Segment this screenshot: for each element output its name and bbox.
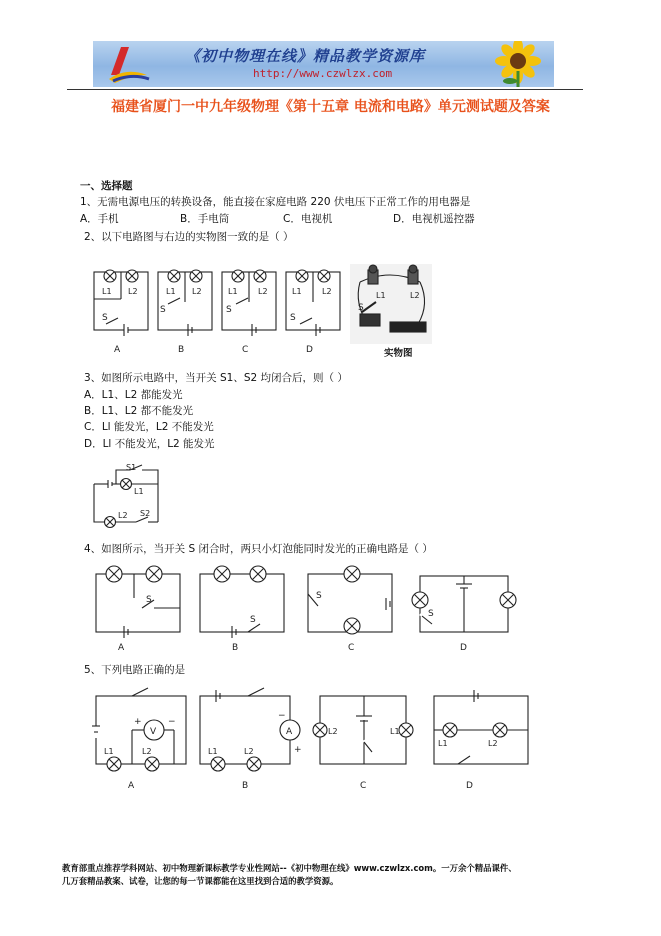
q2c-l1-label: L1 [228,287,238,296]
q4-label-a: A [118,643,125,653]
q5-figure [92,682,532,794]
q4-label-d: D [460,643,467,653]
q3-option-d: D．Ll 不能发光，L2 能发光 [84,438,215,450]
q3-s2-label: S2 [140,509,151,518]
q1-stem: 1、无需电源电压的转换设备，能直接在家庭电路 220 伏电压下正常工作的用电器是 [80,196,471,208]
q3-figure [90,462,170,528]
q2c-s-label: S [226,305,232,315]
q1-option-a: A．手机 [80,213,119,225]
q5a-plus: + [134,717,142,727]
q2-photo-l1-label: L1 [376,291,386,300]
q2-label-a: A [114,345,121,355]
q4-label-b: B [232,643,239,653]
q4a-s-label: S [146,595,152,605]
q2-stem: 2、以下电路图与右边的实物图一致的是（ ） [84,231,294,243]
q5-label-d: D [466,781,473,791]
q5-circuit-b [200,688,302,791]
sunflower-icon [478,41,550,87]
q4-circuit-c [308,566,392,653]
q5-circuit-d [434,690,528,791]
q4-circuit-b [200,566,284,653]
q3-s1-label: S1 [126,463,137,472]
q3-option-c: C．Ll 能发光，L2 不能发光 [84,421,214,433]
q5-label-c: C [360,781,367,791]
site-logo-icon [101,45,151,83]
footer-line-1: 教育部重点推荐学科网站、初中物理新课标教学专业性网站--《初中物理在线》www.czwlzx.com。一万余个精品课件、 [62,863,517,873]
q2-photo-caption: 实物图 [384,348,413,359]
q2c-l2-label: L2 [258,287,268,296]
q5b-plus: + [294,745,302,755]
q5a-minus: − [168,717,176,727]
q4-stem: 4、如图所示，当开关 S 闭合时，两只小灯泡能同时发光的正确电路是（ ） [84,543,433,555]
q5d-l2-label: L2 [488,739,498,748]
q5b-l2-label: L2 [244,747,254,756]
q5c-l2-label: L2 [328,727,338,736]
q5-circuit-c [313,696,413,791]
footer-line-2: 几万套精品教案、试卷，让您的每一节课都能在这里找到合适的教学资源。 [62,876,339,886]
q2-physical-photo [350,264,432,344]
q2a-l1-label: L1 [102,287,112,296]
q2b-l1-label: L1 [166,287,176,296]
q1-option-c: C．电视机 [283,213,333,225]
q4-label-c: C [348,643,355,653]
q1-option-d: D．电视机遥控器 [393,213,475,225]
q2-label-c: C [242,345,249,355]
q5a-voltmeter-label: V [150,727,157,737]
q3-l1-label: L1 [134,487,144,496]
document-title: 福建省厦门一中九年级物理《第十五章 电流和电路》单元测试题及答案 [111,99,550,115]
q2-label-d: D [306,345,313,355]
q2b-l2-label: L2 [192,287,202,296]
q5-label-a: A [128,781,135,791]
q5-stem: 5、下列电路正确的是 [84,664,186,676]
q2d-l2-label: L2 [322,287,332,296]
q1-option-b: B．手电筒 [180,213,230,225]
q4-circuit-a [96,566,180,653]
q5b-ammeter-label: A [286,727,293,737]
header-rule [67,89,583,90]
q2a-l2-label: L2 [128,287,138,296]
banner-title: 《初中物理在线》精品教学资源库 [185,47,426,65]
q3-stem: 3、如图所示电路中，当开关 S1、S2 均闭合后，则（ ） [84,372,348,384]
q5-label-b: B [242,781,249,791]
q2-photo-l2-label: L2 [410,291,420,300]
q4d-s-label: S [428,609,434,619]
q2-circuit-b [158,270,212,355]
q2-label-b: B [178,345,185,355]
q2a-s-label: S [102,313,108,323]
q5b-l1-label: L1 [208,747,218,756]
q2-circuit-c [222,270,276,355]
q3-l2-label: L2 [118,511,128,520]
section-heading: 一、选择题 [80,180,133,192]
q4c-s-label: S [316,591,322,601]
banner-url: http://www.czwlzx.com [253,67,393,80]
q2-circuit-a [94,270,148,355]
q5b-minus: − [278,711,286,721]
q5c-l1-label: L1 [390,727,400,736]
q5a-l1-label: L1 [104,747,114,756]
q2b-s-label: S [160,305,166,315]
q5a-l2-label: L2 [142,747,152,756]
q2d-s-label: S [290,313,296,323]
q3-option-a: A．L1、L2 都能发光 [84,389,183,401]
q2-photo-s-label: S [358,303,364,313]
q4-figure [92,564,528,656]
q4-circuit-d [412,576,516,653]
header-banner [93,41,554,87]
q2d-l1-label: L1 [292,287,302,296]
q3-option-b: B．L1、L2 都不能发光 [84,405,194,417]
q2-figure [88,264,433,364]
q5d-l1-label: L1 [438,739,448,748]
page-footer [62,862,602,888]
q5-circuit-a [92,688,186,791]
q4b-s-label: S [250,615,256,625]
q2-circuit-d [286,270,340,355]
